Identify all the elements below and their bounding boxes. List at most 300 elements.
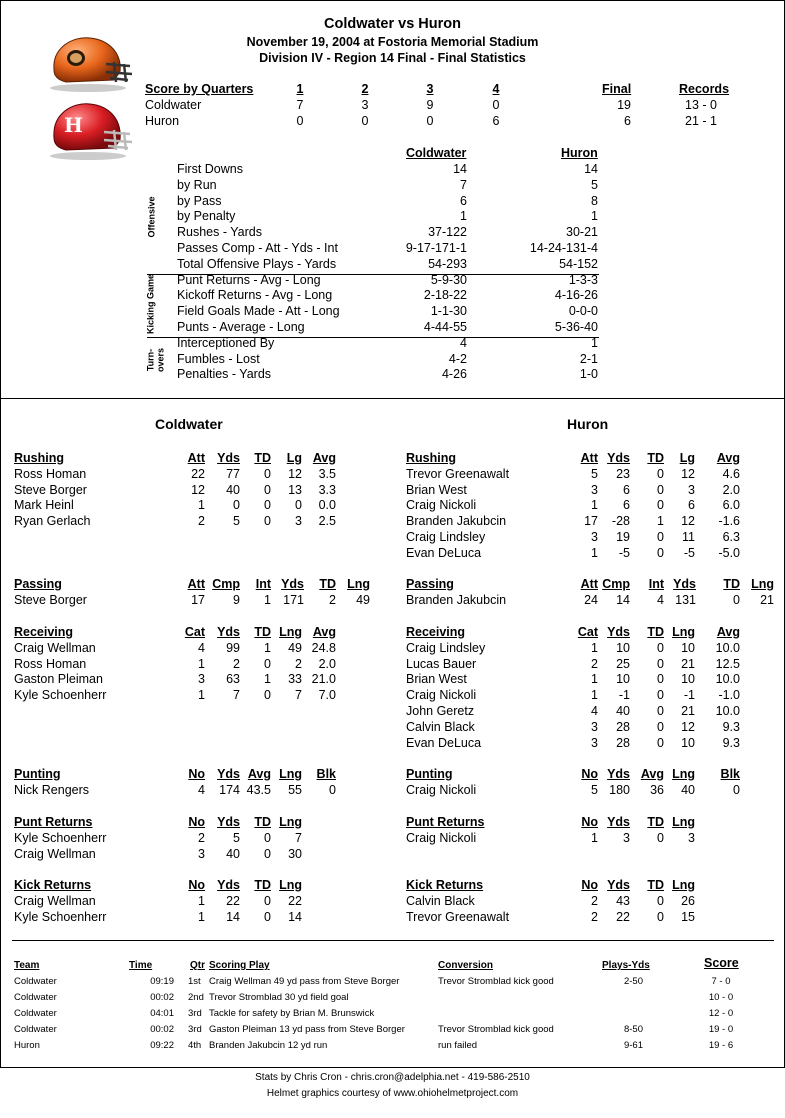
player-stat: 1 — [591, 498, 598, 513]
player-stat: 7.0 — [318, 688, 336, 703]
player-stat: 0 — [657, 466, 664, 481]
player-stat: 2.5 — [318, 514, 336, 529]
huron-stat-value: 2-1 — [579, 351, 598, 366]
team-stat-label: Passes Comp - Att - Yds - Int — [177, 241, 338, 255]
player-stat: 0 — [657, 688, 664, 703]
column-header: TD — [254, 815, 271, 829]
scoring-play: Tackle for safety by Brian M. Brunswick — [209, 1008, 375, 1019]
column-header: Lng — [279, 767, 302, 781]
column-header: No — [188, 878, 205, 892]
player-stat: 40 — [226, 846, 240, 861]
team-stat-label: Fumbles - Lost — [177, 351, 260, 366]
team-name: Coldwater — [145, 98, 202, 112]
player-stat: 1 — [264, 640, 271, 655]
player-stat: 22 — [226, 893, 240, 908]
player-stat: 1 — [198, 893, 205, 908]
team-stat-label: Punts - Average - Long — [177, 320, 305, 334]
player-stat: 5 — [233, 830, 240, 845]
player-stat: 2 — [198, 514, 205, 529]
column-header: Avg — [247, 767, 271, 781]
player-stat: 0 — [657, 530, 664, 544]
coldwater-stat-value: 6 — [460, 193, 467, 208]
coldwater-stat-value: 1 — [460, 209, 467, 224]
player-stat: 0 — [657, 719, 664, 734]
player-name: Branden Jakubcin — [406, 592, 507, 607]
conversion-col-header: Conversion — [438, 960, 494, 971]
column-header: Lng — [672, 625, 695, 639]
player-stat: 1 — [198, 688, 205, 703]
player-stat: -28 — [611, 514, 630, 529]
player-stat: 22 — [616, 909, 630, 924]
player-stat: -1 — [618, 688, 630, 703]
coldwater-stat-value: 37-122 — [428, 225, 467, 240]
scoring-play: Gaston Pleiman 13 yd pass from Steve Borger — [209, 1024, 405, 1035]
player-stat: 6 — [688, 498, 695, 513]
player-stat: 1 — [264, 592, 271, 607]
column-header: Avg — [312, 451, 336, 465]
player-stat: 10 — [616, 640, 630, 655]
player-name: Calvin Black — [406, 893, 475, 908]
player-stat: 1 — [591, 688, 598, 703]
player-stat: 22 — [191, 466, 205, 481]
coldwater-stat-value: 9-17-171-1 — [405, 241, 467, 255]
records-label: Records — [679, 82, 730, 96]
column-header: TD — [723, 577, 740, 591]
player-stat: 0 — [657, 656, 664, 671]
scoring-score: 19 - 6 — [708, 1040, 734, 1051]
column-header: No — [581, 878, 598, 892]
huron-stat-value: 14 — [584, 162, 598, 176]
player-stat: 5 — [591, 466, 598, 481]
stat-group-label: Offensive — [145, 196, 156, 238]
player-name: Evan DeLuca — [406, 545, 482, 560]
column-header: Yds — [217, 878, 240, 892]
column-header: Lng — [672, 815, 695, 829]
player-stat: 33 — [288, 672, 302, 687]
player-name: Trevor Greenawalt — [406, 909, 510, 924]
section-divider — [0, 398, 785, 399]
huron-stat-value: 8 — [591, 193, 598, 208]
date-line: November 19, 2004 at Fostoria Memorial Stadium — [246, 35, 539, 49]
team-stat-label: by Run — [177, 177, 217, 192]
player-stat: 0 — [657, 640, 664, 655]
player-stat: 3 — [198, 672, 205, 687]
player-stat: -1.0 — [718, 688, 740, 703]
score-by-quarters-label: Score by Quarters — [145, 82, 254, 96]
column-header: Lng — [279, 878, 302, 892]
player-stat: 36 — [650, 782, 664, 797]
team-stat-label: Interceptioned By — [177, 335, 275, 350]
player-stat: 1 — [591, 830, 598, 845]
player-stat: 0 — [264, 498, 271, 513]
player-stat: 12 — [681, 514, 695, 529]
huron-stat-value: 5 — [591, 177, 598, 192]
scoring-conversion: Trevor Stromblad kick good — [438, 1024, 554, 1035]
player-stat: 10.0 — [715, 704, 740, 718]
scoring-conversion: run failed — [438, 1040, 478, 1051]
player-name: Craig Wellman — [14, 846, 96, 861]
column-header: Avg — [640, 767, 664, 781]
time-col-header: Time — [129, 960, 153, 971]
coldwater-helmet-icon — [44, 34, 136, 94]
player-stat: 17 — [191, 592, 205, 607]
player-stat: 21 — [681, 656, 695, 671]
scoring-team: Huron — [14, 1040, 40, 1051]
player-stat: 4 — [198, 782, 205, 797]
column-header: Cat — [577, 625, 598, 639]
player-stat: 1 — [591, 640, 598, 655]
player-name: Ryan Gerlach — [14, 514, 91, 529]
player-stat: 0 — [657, 498, 664, 513]
player-stat: 7 — [233, 688, 240, 703]
scoring-team: Coldwater — [14, 992, 57, 1003]
player-stat: 0 — [264, 482, 271, 497]
column-header: Avg — [716, 451, 740, 465]
quarter-score: 0 — [492, 98, 500, 112]
scoring-score: 10 - 0 — [708, 992, 734, 1003]
player-stat: 9.3 — [722, 719, 740, 734]
column-header: Yds — [217, 767, 240, 781]
player-stat: 5 — [591, 782, 598, 797]
player-stat: 12 — [288, 466, 302, 481]
player-name: John Geretz — [406, 704, 475, 718]
player-stat: 3 — [591, 530, 598, 544]
player-stat: 0 — [657, 672, 664, 687]
player-stat: -5 — [618, 545, 630, 560]
team-name: Huron — [145, 114, 180, 128]
column-header: No — [188, 815, 205, 829]
column-header: Int — [648, 577, 664, 591]
player-stat: 4 — [591, 704, 598, 718]
player-stat: 0 — [657, 704, 664, 718]
player-stat: 0 — [733, 782, 740, 797]
column-header: Yds — [217, 451, 240, 465]
team-stat-label: by Penalty — [177, 209, 236, 224]
column-header: Yds — [607, 878, 630, 892]
player-stat: 28 — [616, 719, 630, 734]
section-title: Kick Returns — [406, 878, 484, 892]
player-stat: 30 — [288, 846, 302, 861]
coldwater-stat-value: 4-2 — [448, 351, 467, 366]
footer-credit-helmets: Helmet graphics courtesy of www.ohiohelmetproject.com — [266, 1088, 519, 1099]
stat-group-label: Turn- overs — [145, 347, 166, 372]
player-stat: 49 — [356, 592, 370, 607]
column-header: No — [188, 767, 205, 781]
player-stat: 4.6 — [722, 466, 740, 481]
player-name: Craig Nickoli — [406, 498, 477, 513]
scoring-team: Coldwater — [14, 1024, 57, 1035]
section-title: Punting — [14, 767, 61, 781]
player-name: Evan DeLuca — [406, 735, 482, 750]
huron-stat-value: 14-24-131-4 — [529, 241, 598, 255]
column-header: Lng — [672, 767, 695, 781]
column-header: Cmp — [602, 577, 630, 591]
player-name: Craig Nickoli — [406, 830, 477, 845]
column-header: Cat — [184, 625, 205, 639]
player-stat: 180 — [609, 782, 630, 797]
quarter-score: 0 — [361, 114, 369, 128]
scoring-play: Branden Jakubcin 12 yd run — [209, 1040, 328, 1051]
player-stat: 2 — [233, 656, 240, 671]
player-stat: 0 — [264, 846, 271, 861]
column-header: TD — [647, 878, 664, 892]
team-record: 21 - 1 — [685, 114, 717, 128]
page-title: Coldwater vs Huron — [324, 16, 461, 32]
player-name: Kyle Schoenherr — [14, 909, 107, 924]
coldwater-stat-value: 14 — [453, 162, 467, 176]
player-name: Craig Wellman — [14, 893, 96, 908]
player-stat: 2.0 — [318, 656, 336, 671]
section-title: Passing — [14, 577, 62, 591]
column-header: TD — [647, 451, 664, 465]
player-stat: -5 — [683, 545, 695, 560]
player-stat: 0 — [657, 893, 664, 908]
coldwater-stat-value: 5-9-30 — [430, 272, 467, 287]
player-stat: 10 — [681, 640, 695, 655]
team-record: 13 - 0 — [685, 98, 717, 112]
player-name: Branden Jakubcin — [406, 514, 507, 529]
section-title: Punting — [406, 767, 453, 781]
quarter-score: 9 — [426, 98, 434, 112]
player-stat: 0 — [657, 909, 664, 924]
player-name: Lucas Bauer — [406, 656, 477, 671]
right-team-heading: Huron — [567, 416, 609, 432]
player-name: Mark Heinl — [14, 498, 74, 513]
quarter-header: 4 — [492, 82, 500, 96]
player-stat: 10 — [681, 735, 695, 750]
plays-yds-col-header: Plays-Yds — [602, 960, 650, 971]
column-header: Yds — [217, 815, 240, 829]
player-stat: 174 — [219, 782, 240, 797]
huron-stat-value: 4-16-26 — [554, 288, 598, 303]
player-stat: 9 — [233, 592, 240, 607]
final-score: 19 — [617, 98, 631, 112]
scoring-score: 19 - 0 — [708, 1024, 734, 1035]
player-stat: 1 — [198, 909, 205, 924]
player-name: Steve Borger — [14, 592, 87, 607]
scoring-qtr: 1st — [188, 976, 201, 987]
team-stat-label: by Pass — [177, 193, 222, 208]
player-stat: 0 — [233, 498, 240, 513]
left-team-heading: Coldwater — [155, 416, 223, 432]
column-header: Att — [580, 577, 598, 591]
column-header: TD — [647, 625, 664, 639]
player-stat: 3 — [623, 830, 630, 845]
section-title: Rushing — [406, 451, 456, 465]
column-header: TD — [647, 815, 664, 829]
column-header: Lng — [751, 577, 774, 591]
huron-stat-value: 54-152 — [559, 256, 598, 271]
column-header: Yds — [217, 625, 240, 639]
player-stat: 10.0 — [715, 640, 740, 655]
player-stat: 43.5 — [246, 782, 271, 797]
player-stat: 1 — [657, 514, 664, 529]
team-stat-label: Kickoff Returns - Avg - Long — [177, 288, 333, 303]
player-stat: 24.8 — [311, 640, 336, 655]
player-name: Kyle Schoenherr — [14, 688, 107, 703]
column-header: No — [581, 767, 598, 781]
column-header: Att — [580, 451, 598, 465]
player-stat: 43 — [616, 893, 630, 908]
column-header: Lg — [679, 451, 695, 465]
player-stat: 28 — [616, 735, 630, 750]
player-stat: 12 — [191, 482, 205, 497]
player-stat: 2 — [591, 656, 598, 671]
huron-stat-value: 1-3-3 — [568, 272, 598, 287]
huron-stat-value: 1-0 — [579, 367, 598, 382]
player-stat: 21.0 — [311, 672, 336, 687]
column-header: Lng — [279, 625, 302, 639]
quarter-score: 7 — [296, 98, 304, 112]
column-header: Lng — [347, 577, 370, 591]
player-stat: 40 — [616, 704, 630, 718]
column-header: Avg — [312, 625, 336, 639]
player-stat: 6 — [623, 498, 630, 513]
player-stat: 9.3 — [722, 735, 740, 750]
player-stat: 171 — [283, 592, 304, 607]
player-stat: 1 — [198, 498, 205, 513]
player-stat: 77 — [226, 466, 240, 481]
scoring-plays-yds: 9-61 — [623, 1040, 643, 1051]
player-stat: 0 — [657, 735, 664, 750]
scoring-conversion: Trevor Stromblad kick good — [438, 976, 554, 987]
helmet-letter: H — [64, 113, 83, 137]
player-stat: 6.0 — [722, 498, 740, 513]
column-header: Att — [187, 451, 205, 465]
player-stat: 7 — [295, 830, 302, 845]
player-stat: 55 — [288, 782, 302, 797]
player-stat: 0.0 — [318, 498, 336, 513]
player-name: Craig Nickoli — [406, 688, 477, 703]
scoring-score: 7 - 0 — [711, 976, 731, 987]
player-stat: -5.0 — [718, 545, 740, 560]
player-stat: 19 — [616, 530, 630, 544]
scoring-team: Coldwater — [14, 976, 57, 987]
section-title: Punt Returns — [406, 815, 485, 829]
player-name: Gaston Pleiman — [14, 672, 103, 687]
coldwater-stat-value: 54-293 — [428, 256, 467, 271]
player-name: Brian West — [406, 482, 467, 497]
player-stat: 0 — [295, 498, 302, 513]
player-name: Ross Homan — [14, 466, 87, 481]
huron-stat-value: 30-21 — [566, 225, 598, 240]
column-header: TD — [254, 451, 271, 465]
quarter-score: 6 — [492, 114, 500, 128]
scoring-qtr: 3rd — [188, 1024, 202, 1035]
player-stat: 11 — [682, 530, 695, 544]
coldwater-stat-value: 4 — [460, 335, 467, 350]
column-header: Yds — [607, 625, 630, 639]
team-stat-label: Rushes - Yards — [177, 225, 262, 240]
footer-credit-stats: Stats by Chris Cron - chris.cron@adelphia.net - 419-586-2510 — [255, 1072, 530, 1083]
player-stat: 0 — [733, 592, 740, 607]
player-name: Craig Lindsley — [406, 640, 486, 655]
player-name: Calvin Black — [406, 719, 475, 734]
quarter-header: 2 — [361, 82, 369, 96]
team-stat-label: Punt Returns - Avg - Long — [177, 272, 321, 287]
player-stat: 0 — [329, 782, 336, 797]
huron-helmet-icon — [44, 100, 136, 162]
final-label: Final — [602, 82, 632, 96]
scoring-score: 12 - 0 — [708, 1008, 734, 1019]
scoring-time: 09:19 — [150, 976, 174, 987]
column-header: Yds — [673, 577, 696, 591]
player-stat: 21 — [681, 704, 695, 718]
player-name: Nick Rengers — [14, 782, 90, 797]
scoring-time: 00:02 — [150, 992, 174, 1003]
player-stat: 49 — [288, 640, 302, 655]
column-header: TD — [254, 878, 271, 892]
column-header: Lg — [286, 451, 302, 465]
section-title: Receiving — [14, 625, 74, 639]
final-score: 6 — [624, 114, 631, 128]
huron-stat-value: 1 — [591, 209, 598, 224]
player-stat: 12.5 — [715, 656, 740, 671]
player-stat: 10 — [616, 672, 630, 687]
player-stat: 63 — [226, 672, 240, 687]
player-stat: -1 — [683, 688, 695, 703]
team-stat-label: Penalties - Yards — [177, 367, 272, 382]
score-col-header: Score — [704, 956, 739, 970]
column-header: No — [581, 815, 598, 829]
player-name: Trevor Greenawalt — [406, 466, 510, 481]
player-stat: 10 — [681, 672, 695, 687]
column-header: Yds — [281, 577, 304, 591]
coldwater-stat-value: 2-18-22 — [423, 288, 467, 303]
player-stat: 23 — [616, 466, 630, 481]
quarter-header: 1 — [296, 82, 304, 96]
scoring-qtr: 4th — [188, 1040, 202, 1051]
player-stat: 13 — [288, 482, 302, 497]
player-stat: 0 — [264, 909, 271, 924]
player-stat: 3 — [591, 719, 598, 734]
player-stat: 1 — [264, 672, 271, 687]
scoring-time: 09:22 — [150, 1040, 174, 1051]
player-stat: 3 — [591, 482, 598, 497]
quarter-score: 0 — [426, 114, 434, 128]
player-stat: 2 — [198, 830, 205, 845]
column-header: Yds — [607, 815, 630, 829]
huron-stat-value: 1 — [591, 335, 598, 350]
player-stat: 14 — [616, 592, 630, 607]
player-stat: 10.0 — [715, 672, 740, 687]
column-header: Lng — [279, 815, 302, 829]
player-name: Brian West — [406, 672, 467, 687]
huron-stat-value: 0-0-0 — [568, 304, 598, 319]
quarter-score: 0 — [296, 114, 304, 128]
player-stat: 0 — [264, 656, 271, 671]
scoring-time: 00:02 — [150, 1024, 174, 1035]
player-stat: 1 — [198, 656, 205, 671]
player-stat: 0 — [264, 466, 271, 481]
column-header: Yds — [607, 767, 630, 781]
quarter-header: 3 — [426, 82, 434, 96]
player-name: Kyle Schoenherr — [14, 830, 107, 845]
scoring-team: Coldwater — [14, 1008, 57, 1019]
player-stat: 2 — [329, 592, 336, 607]
player-stat: 22 — [288, 893, 302, 908]
coldwater-stat-value: 7 — [460, 177, 467, 192]
player-stat: 3 — [295, 514, 302, 529]
player-stat: -1.6 — [718, 514, 740, 529]
coldwater-col-header: Coldwater — [406, 146, 467, 160]
player-name: Craig Wellman — [14, 640, 96, 655]
player-stat: 12 — [681, 719, 695, 734]
player-stat: 26 — [681, 893, 695, 908]
player-stat: 5 — [233, 514, 240, 529]
coldwater-stat-value: 1-1-30 — [430, 304, 467, 319]
division-line: Division IV - Region 14 Final - Final Statistics — [259, 51, 526, 65]
